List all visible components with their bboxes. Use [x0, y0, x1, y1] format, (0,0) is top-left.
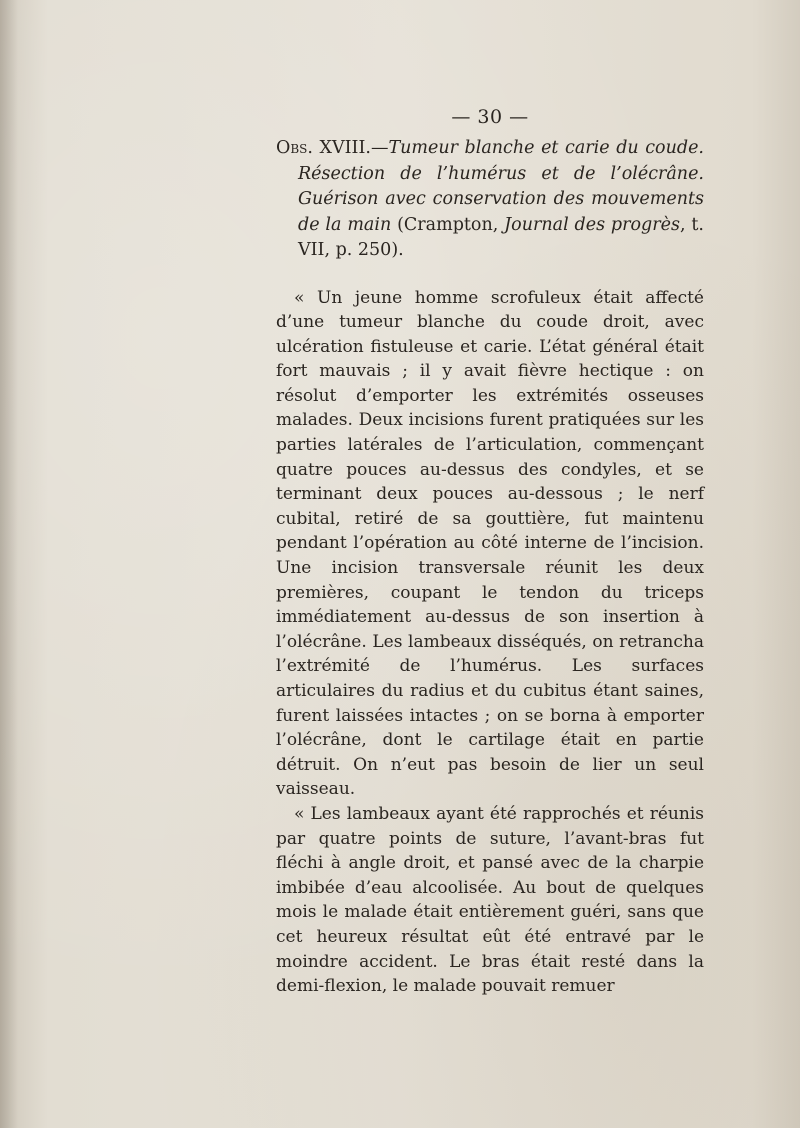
observation-title: Tumeur blanche et carie du coude. Résection de l’humérus et de l’olécrâne. Guérison avec conservation des mouvements de la main: [298, 138, 704, 235]
body-paragraph-1: « Un jeune homme scrofuleux était affecté d’une tumeur blanche du coude droit, avec ulcération fistuleuse et carie. L’état général était fort mauvais ; il y avait fièvre hectique : on résolut d’emporter les extrémités osseuses malades. Deux incisions furent pratiquées sur les parties latérales de l’articulation, commençant quatre pouces au-dessus des condyles, et se terminant deux pouces au-dessous ; le nerf cubital, retiré de sa gouttière, fut maintenu pendant l’opération au côté interne de l’incision. Une incision transversale réunit les deux premières, coupant le tendon du triceps immédiatement au-dessus de son insertion à l’olécrâne. Les lambeaux disséqués, on retrancha l’extrémité de l’humérus. Les surfaces articulaires du radius et du cubitus étant saines, furent laissées intactes ; on se borna à emporter l’olécrâne, dont le cartilage était en partie détruit. On n’eut pas besoin de lier un seul vaisseau.: [276, 287, 704, 800]
text-block: [276, 104, 704, 999]
observation-heading-line: [276, 136, 704, 264]
observation-label: Obs. XVIII.: [276, 138, 371, 158]
observation-dash: —: [370, 138, 389, 158]
page-gutter-shadow: [0, 0, 18, 1128]
page-number: — 30 —: [451, 106, 529, 128]
observation-heading: [276, 136, 704, 264]
observation-journal: Journal des progrès: [504, 214, 680, 235]
observation-source-open: (Crampton,: [391, 214, 505, 235]
body-paragraph-2: « Les lambeaux ayant été rapprochés et réunis par quatre points de suture, l’avant-bras fut fléchi à angle droit, et pansé avec de la charpie imbibée d’eau alcoolisée. Au bout de quelques mois le malade était entièrement guéri, sans que cet heureux résultat eût été entravé par le moindre accident. Le bras était resté dans la demi-flexion, le malade pouvait remuer: [276, 803, 704, 997]
observation-source-close: , t. VII, p. 250).: [298, 214, 704, 260]
